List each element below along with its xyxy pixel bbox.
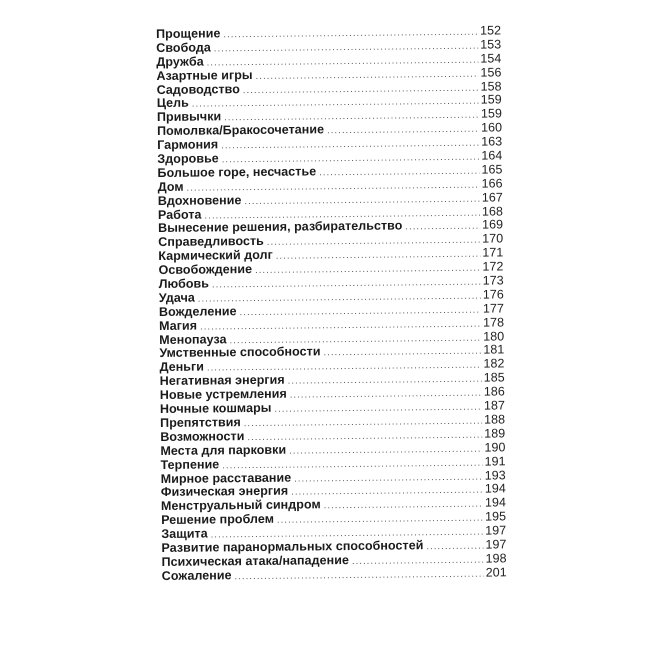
toc-entry-page-number: 154: [480, 51, 502, 66]
toc-entry-title: Прощение: [155, 26, 221, 41]
toc-entry-title: Менопауза: [159, 331, 227, 347]
toc-entry-page-number: 180: [483, 328, 505, 344]
toc-entry-title: Большое горе, несчастье: [157, 164, 317, 180]
toc-entry-page-number: 185: [483, 370, 505, 385]
toc-entry-page-number: 167: [481, 190, 503, 205]
toc-entry-title: Препятствия: [160, 415, 241, 430]
toc-entry-page-number: 163: [481, 134, 503, 149]
toc-entry-title: Азартные игры: [156, 67, 253, 83]
toc-entry-title: Справедливость: [158, 234, 264, 250]
toc-entry-page-number: 197: [485, 523, 507, 538]
toc-dot-leader: [235, 567, 484, 584]
toc-entry-title: Магия: [159, 318, 198, 333]
toc-entry-page-number: 189: [484, 426, 506, 441]
toc-entry-title: Умственные способности: [159, 344, 321, 361]
toc-entry-page-number: 191: [484, 453, 506, 469]
toc-entry: [162, 566, 507, 584]
toc-entry-page-number: 152: [479, 23, 502, 38]
toc-entry-page-number: 168: [481, 203, 504, 219]
toc-entry-title: Новые устремления: [159, 386, 287, 403]
toc-entry-title: Сожаление: [161, 567, 232, 583]
toc-dot-leader: [405, 220, 480, 235]
toc-entry-title: Садоводство: [156, 81, 240, 97]
toc-entry-page-number: 197: [485, 537, 507, 552]
toc-dot-leader: [352, 553, 484, 568]
table-of-contents: [156, 24, 507, 583]
toc-entry-title: Здоровье: [157, 151, 219, 167]
toc-entry-page-number: 153: [480, 37, 502, 52]
toc-entry-title: Ночные кошмары: [159, 400, 272, 417]
toc-entry-page-number: 160: [480, 120, 503, 135]
toc-entry-title: Вожделение: [158, 303, 237, 319]
toc-entry-page-number: 166: [481, 176, 503, 191]
toc-entry-page-number: 193: [484, 467, 506, 483]
toc-entry-title: Развитие паранормальных способностей: [161, 538, 424, 555]
toc-entry-title: Физическая энергия: [160, 484, 289, 500]
toc-entry-page-number: 156: [480, 65, 502, 80]
toc-entry-title: Вдохновение: [157, 192, 242, 208]
toc-entry-page-number: 194: [484, 495, 507, 510]
toc-entry-title: Решение проблем: [161, 511, 275, 528]
toc-entry-page-number: 188: [484, 412, 506, 427]
toc-entry-title: Гармония: [157, 137, 219, 153]
toc-entry-title: Мирное расставание: [160, 470, 292, 486]
toc-entry-page-number: 158: [480, 78, 502, 94]
toc-entry-title: Помолвка/Бракосочетание: [157, 122, 325, 139]
toc-entry-page-number: 177: [482, 301, 505, 316]
toc-entry-page-number: 195: [485, 509, 507, 524]
toc-entry-title: Кармический долг: [158, 248, 273, 264]
toc-entry-title: Удача: [158, 290, 195, 305]
toc-entry-page-number: 201: [485, 565, 507, 580]
toc-entry-page-number: 186: [483, 384, 505, 399]
toc-entry-page-number: 176: [482, 287, 504, 302]
toc-entry-title: Дом: [157, 179, 184, 194]
toc-entry-page-number: 170: [482, 231, 504, 246]
toc-entry-title: Работа: [157, 207, 202, 222]
toc-entry-page-number: 198: [485, 551, 507, 566]
toc-entry-title: Любовь: [158, 276, 210, 292]
toc-entry-title: Негативная энергия: [159, 372, 285, 389]
toc-entry-page-number: 165: [481, 162, 503, 177]
toc-entry-page-number: 159: [480, 92, 502, 108]
toc-entry-page-number: 169: [481, 217, 504, 233]
toc-entry-page-number: 178: [483, 315, 505, 330]
toc-entry-page-number: 159: [480, 106, 502, 121]
toc-entry-page-number: 190: [484, 440, 506, 455]
toc-entry-page-number: 164: [481, 148, 503, 163]
toc-entry-title: Места для парковки: [160, 442, 287, 458]
toc-entry-page-number: 173: [482, 273, 504, 288]
toc-entry-page-number: 194: [484, 481, 506, 496]
toc-entry-page-number: 182: [483, 356, 505, 371]
toc-entry-title: Возможности: [160, 428, 245, 444]
toc-entry-title: Освобождение: [158, 262, 253, 278]
toc-entry-page-number: 187: [483, 398, 506, 413]
toc-entry-title: Защита: [161, 526, 208, 542]
toc-entry-title: Менструальный синдром: [160, 497, 321, 514]
toc-entry-page-number: 171: [482, 245, 504, 260]
toc-entry-title: Цель: [156, 96, 189, 111]
toc-entry-page-number: 172: [482, 259, 504, 274]
toc-entry-title: Привычки: [156, 109, 222, 125]
toc-dot-leader: [426, 540, 483, 555]
toc-entry-page-number: 181: [483, 342, 505, 358]
toc-entry-title: Деньги: [159, 359, 205, 375]
toc-entry-title: Вынесение решения, разбирательство: [158, 218, 403, 236]
toc-entry-title: Свобода: [156, 40, 211, 55]
toc-entry-title: Терпение: [160, 456, 220, 472]
toc-entry-title: Дружба: [156, 54, 204, 69]
toc-entry-title: Психическая атака/нападение: [161, 552, 350, 569]
